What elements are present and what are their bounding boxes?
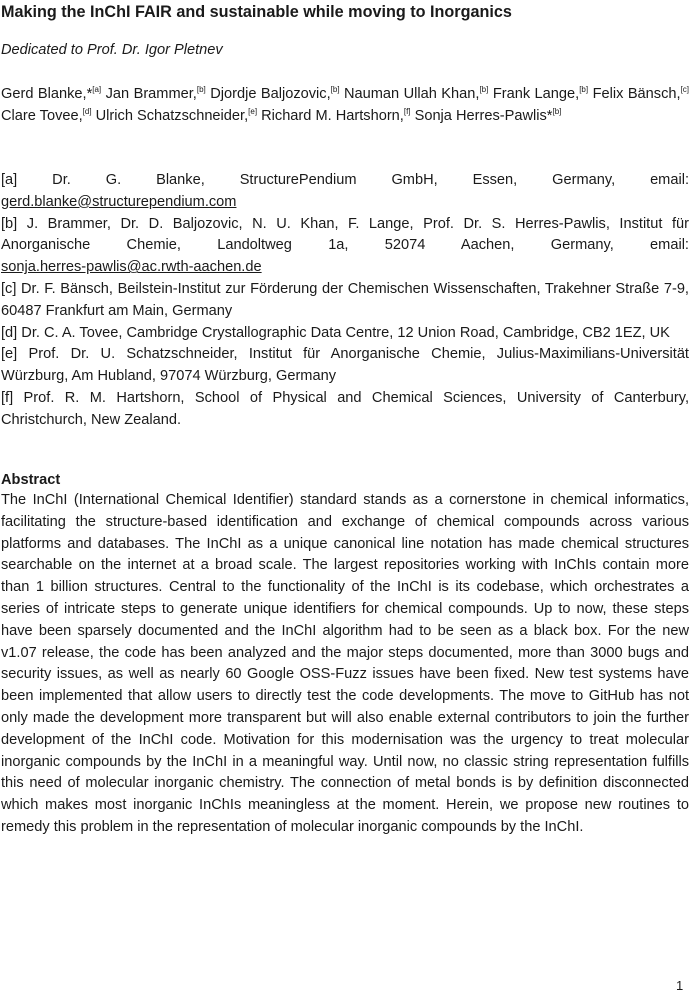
affiliation-list [1, 170, 689, 432]
affiliation-e: [e] Prof. Dr. U. Schatzschneider, Institut für Anorganische Chemie, Julius-Maximilians-Universität Würzburg, Am Hubland, 97074 Würzburg, Germany [1, 346, 689, 385]
affiliation-b-email [1, 257, 689, 279]
author: Ulrich Schatzschneider,[e] [95, 106, 258, 124]
author: Felix Bänsch,[c] [592, 85, 690, 102]
paper-title: Making the InChI FAIR and sustainable while moving to Inorganics [1, 3, 512, 21]
affiliation-b: [b] J. Brammer, Dr. D. Baljozovic, N. U. Khan, F. Lange, Prof. Dr. S. Herres-Pawlis, Institut für Anorganische Chemie, Landoltweg 1a, 52074 Aachen, Germany, email: [1, 215, 689, 254]
author: Richard M. Hartshorn,[f] [261, 106, 411, 124]
email-link-blanke[interactable]: gerd.blanke@structurependium.com [1, 193, 237, 210]
affiliation-d: [d] Dr. C. A. Tovee, Cambridge Crystallographic Data Centre, 12 Union Road, Cambridge, CB2 1EZ, UK [1, 324, 670, 341]
author: Gerd Blanke,*[a] [1, 85, 102, 102]
author: Nauman Ullah Khan,[b] [344, 85, 489, 102]
email-link-herres-pawlis[interactable]: sonja.herres-pawlis@ac.rwth-aachen.de [1, 259, 262, 276]
dedication: Dedicated to Prof. Dr. Igor Pletnev [1, 42, 223, 58]
author: Jan Brammer,[b] [105, 85, 206, 102]
abstract-text: The InChI (International Chemical Identifier) standard stands as a cornerstone in chemical informatics, facilitating the structure-based identification and exchange of chemical compounds across various platforms and databases. The InChI as a unique canonical line notation has made chemical structures searchable on the internet at a broad scale. The largest repositories working with InChIs contain more than 1 billion structures. Central to the functionality of the InChI is its codebase, which orchestrates a series of intricate steps to generate unique identifiers for chemical compounds. Up to now, these steps have been sparsely documented and the InChI algorithm had to be seen as a black box. For the new v1.07 release, the code has been analyzed and the major steps documented, more than 3000 bugs and security issues, as well as nearly 60 Google OSS-Fuzz issues have been fixed. New test systems have been implemented that allow users to directly test the code developments. The move to GitHub has not only made the development more transparent but will also enable external contributors to join the further development of the InChI code. Motivation for this modernisation was the urgency to treat molecular inorganic compounds by the InChI in a meaningful way. Until now, no classic string representation fulfills this need of molecular inorganic chemistry. The connection of metal bonds is by definition disconnected which makes most inorganic InChIs meaningless at the moment. Herein, we propose new routines to remedy this problem in the representation of molecular inorganic compounds by the InChI. [1, 492, 689, 835]
author: Clare Tovee,[d] [1, 106, 92, 124]
abstract-heading: Abstract [1, 472, 61, 488]
affiliation-c: [c] Dr. F. Bänsch, Beilstein-Institut zur Förderung der Chemischen Wissenschaften, Trakehner Straße 7-9, 60487 Frankfurt am Main, Germany [1, 280, 689, 319]
affiliation-f: [f] Prof. R. M. Hartshorn, School of Physical and Chemical Sciences, University of Canterbury, Christchurch, New Zealand. [1, 389, 689, 428]
affiliation-a-email [1, 192, 689, 214]
author: Frank Lange,[b] [492, 85, 589, 102]
author: Djordje Baljozovic,[b] [210, 85, 340, 102]
affiliation-a: [a] Dr. G. Blanke, StructurePendium GmbH, Essen, Germany, email: [1, 172, 689, 188]
author-list [1, 84, 689, 128]
page-number: 1 [676, 978, 684, 993]
author: Sonja Herres-Pawlis*[b] [414, 106, 562, 124]
